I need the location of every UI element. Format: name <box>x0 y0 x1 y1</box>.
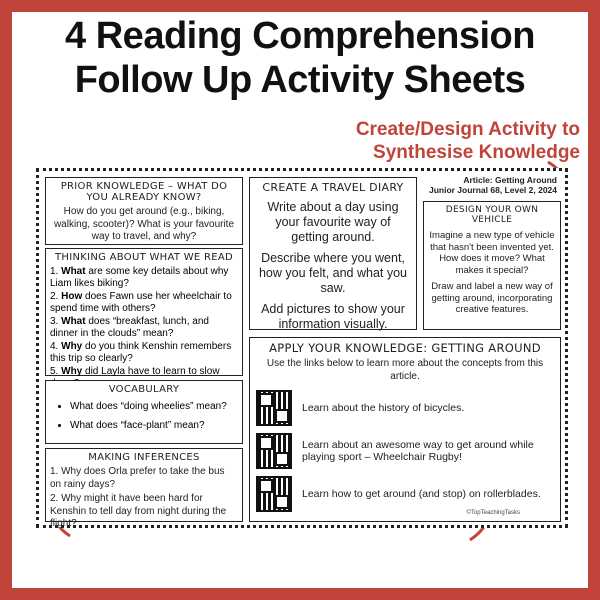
inferences-box <box>45 448 243 529</box>
apply-link-row[interactable] <box>256 390 554 426</box>
thinking-heading: THINKING ABOUT WHAT WE READ <box>54 252 234 263</box>
credit-text: ©TopTeachingTasks <box>466 510 520 516</box>
question-lead-word: Why <box>61 366 83 377</box>
prior-knowledge-heading: PRIOR KNOWLEDGE – WHAT DO YOU ALREADY KNOW? <box>60 181 228 203</box>
thinking-question-list <box>50 266 238 390</box>
design-vehicle-heading: DESIGN YOUR OWN VEHICLE <box>445 205 539 225</box>
question-lead-word: What <box>61 266 86 277</box>
vocabulary-list <box>70 401 238 432</box>
design-vehicle-box <box>423 201 561 330</box>
question-lead-word: How <box>61 291 83 302</box>
qr-code-icon[interactable] <box>256 476 292 512</box>
prior-knowledge-box <box>45 177 243 245</box>
apply-knowledge-box <box>249 337 561 522</box>
design-paragraph: Imagine a new type of vehicle that hasn't been invented yet. How does it move? What makes it special? <box>429 230 555 276</box>
vocabulary-heading: VOCABULARY <box>108 384 180 395</box>
qr-code-icon[interactable] <box>256 390 292 426</box>
travel-diary-text <box>256 200 410 332</box>
thinking-box <box>45 248 243 376</box>
title-line-2: Follow Up Activity Sheets <box>74 59 526 101</box>
thinking-question <box>50 291 238 315</box>
question-text: does Fawn use her wheelchair to spend time with others? <box>50 291 232 314</box>
diary-paragraph: Write about a day using your favourite way of getting around. <box>267 200 399 244</box>
thinking-question <box>50 266 238 290</box>
question-lead-word: What <box>61 316 86 327</box>
inference-item: 1. Why does Orla prefer to take the bus on rainy days? <box>50 466 225 490</box>
article-ref-line-1: Article: Getting Around <box>463 175 557 185</box>
apply-link-text[interactable]: Learn how to get around (and stop) on rollerblades. <box>302 487 541 500</box>
question-lead-word: Why <box>61 341 83 352</box>
design-paragraph: Draw and label a new way of getting around, incorporating creative features. <box>431 281 553 315</box>
question-text: did Layla have to learn to slow <box>85 366 220 377</box>
diary-paragraph: Describe where you went, how you felt, and what you saw. <box>258 251 407 295</box>
title-line-1: 4 Reading Comprehension <box>65 15 535 57</box>
vocabulary-item: • What does “doing wheelies” mean? <box>70 401 238 413</box>
apply-heading: APPLY YOUR KNOWLEDGE: GETTING AROUND <box>269 341 541 355</box>
design-vehicle-text <box>429 230 555 316</box>
apply-link-text[interactable]: Learn about the history of bicycles. <box>302 401 465 414</box>
apply-link-text[interactable]: Learn about an awesome way to get around while playing sport – Wheelchair Rugby! <box>302 438 534 463</box>
inference-item: 2. Why might it have been hard for Kenshin to tell day from night during the flight? <box>50 493 227 529</box>
diary-paragraph: Add pictures to show your information visually. <box>261 302 405 331</box>
question-number: 2. <box>50 291 59 302</box>
question-text: do you think Kenshin remembers this trip so clearly? <box>50 341 232 364</box>
vocabulary-item: • What does “face-plant” mean? <box>70 420 238 432</box>
question-number: 5. <box>50 366 59 377</box>
prior-knowledge-text: How do you get around (e.g., biking, walking, scooter)? What is your favourite way to travel, and why? <box>53 206 235 242</box>
travel-diary-heading: CREATE A TRAVEL DIARY <box>262 181 404 194</box>
question-text: does “breakfast, lunch, and dinner in the clouds” mean? <box>50 316 209 339</box>
article-ref-line-2: Junior Journal 68, Level 2, 2024 <box>428 185 557 195</box>
activity-sheet <box>36 168 568 528</box>
article-reference <box>429 175 557 195</box>
question-number: 1. <box>50 266 59 277</box>
vocabulary-box <box>45 380 243 444</box>
question-text: are some key details about why Liam likes biking? <box>50 266 229 289</box>
qr-code-icon[interactable] <box>256 433 292 469</box>
question-number: 4. <box>50 341 59 352</box>
apply-intro: Use the links below to learn more about the concepts from this article. <box>266 358 544 382</box>
question-number: 3. <box>50 316 59 327</box>
callout-top-line-1: Create/Design Activity to <box>355 119 580 140</box>
thinking-question <box>50 341 238 365</box>
apply-link-row[interactable] <box>256 433 554 469</box>
apply-link-row[interactable] <box>256 476 554 512</box>
travel-diary-box <box>249 177 417 330</box>
inferences-heading: MAKING INFERENCES <box>88 452 200 463</box>
callout-top-line-2: Synthesise Knowledge <box>373 142 580 163</box>
thinking-question <box>50 316 238 340</box>
